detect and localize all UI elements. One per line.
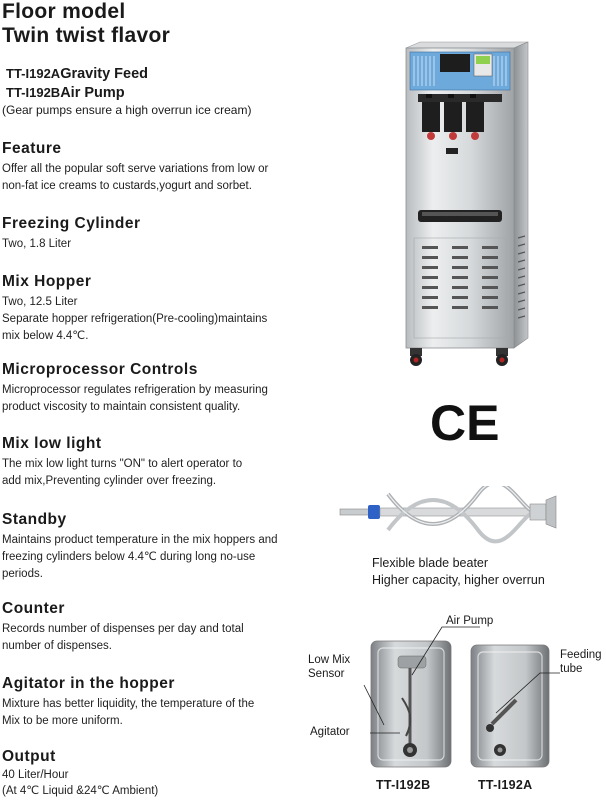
section-heading-feature: Feature bbox=[2, 140, 62, 157]
model-a-feed: Gravity Feed bbox=[60, 66, 149, 82]
text-line: Two, 12.5 Liter bbox=[2, 296, 78, 308]
label-air-pump: Air Pump bbox=[446, 615, 494, 627]
section-body-mix-hopper bbox=[2, 294, 267, 345]
section-body-output bbox=[2, 767, 158, 799]
section-body-agitator bbox=[2, 696, 254, 730]
text-line: (At 4℃ Liquid &24℃ Ambient) bbox=[2, 785, 159, 797]
section-body-freezing-cylinder bbox=[2, 236, 71, 253]
section-heading-standby: Standby bbox=[2, 511, 67, 528]
text-line: mix below 4.4℃. bbox=[2, 330, 89, 342]
beater-caption-line1: Flexible blade beater bbox=[372, 556, 489, 570]
text-line: Mixture has better liquidity, the temperature of the bbox=[2, 698, 255, 710]
label-model-a: TT-I192A bbox=[478, 778, 533, 792]
gear-pump-note: (Gear pumps ensure a high overrun ice cream) bbox=[2, 103, 252, 117]
section-heading-output: Output bbox=[2, 748, 56, 765]
section-heading-microprocessor-controls: Microprocessor Controls bbox=[2, 361, 198, 378]
page-title-line2: Twin twist flavor bbox=[2, 24, 171, 47]
blade-beater-image bbox=[338, 486, 560, 546]
section-heading-counter: Counter bbox=[2, 600, 65, 617]
soft-serve-machine-image bbox=[396, 38, 546, 372]
section-heading-freezing-cylinder: Freezing Cylinder bbox=[2, 215, 141, 232]
section-heading-mix-low-light: Mix low light bbox=[2, 435, 102, 452]
text-line: add mix,Preventing cylinder over freezing. bbox=[2, 475, 217, 487]
text-line: Records number of dispenses per day and total bbox=[2, 623, 244, 635]
beater-caption bbox=[372, 555, 545, 589]
section-body-microprocessor-controls bbox=[2, 382, 268, 416]
text-line: The mix low light turns "ON" to alert operator to bbox=[2, 458, 243, 470]
section-body-mix-low-light bbox=[2, 456, 242, 490]
page-title-line1: Floor model bbox=[2, 0, 126, 23]
text-line: Two, 1.8 Liter bbox=[2, 238, 72, 250]
model-b-code: TT-I192B bbox=[6, 85, 61, 100]
beater-caption-line2: Higher capacity, higher overrun bbox=[372, 573, 545, 587]
text-line: number of dispenses. bbox=[2, 640, 112, 652]
label-feeding-line1: Feeding bbox=[560, 649, 602, 661]
text-line: freezing cylinders below 4.4℃ during long no-use bbox=[2, 551, 256, 563]
leader-air-pump bbox=[412, 627, 480, 675]
ce-mark-logo bbox=[428, 396, 500, 446]
section-body-feature bbox=[2, 161, 268, 195]
model-a-line bbox=[6, 66, 148, 82]
text-line: product viscosity to maintain consistent quality. bbox=[2, 401, 241, 413]
label-feeding-tube bbox=[560, 648, 602, 676]
model-b-line bbox=[6, 85, 125, 101]
section-body-standby bbox=[2, 532, 278, 583]
text-line: non-fat ice creams to custards,yogurt and sorbet. bbox=[2, 180, 252, 192]
section-heading-agitator: Agitator in the hopper bbox=[2, 675, 175, 692]
section-body-counter bbox=[2, 621, 244, 655]
ce-mark-text: CE bbox=[430, 396, 500, 446]
text-line: Maintains product temperature in the mix hoppers and bbox=[2, 534, 278, 546]
text-line: Mix to be more uniform. bbox=[2, 715, 123, 727]
label-agitator: Agitator bbox=[310, 726, 350, 738]
leader-feeding-tube bbox=[496, 673, 560, 713]
text-line: 40 Liter/Hour bbox=[2, 769, 69, 781]
model-a-code: TT-I192A bbox=[6, 66, 61, 81]
text-line: periods. bbox=[2, 568, 43, 580]
label-low-mix-sensor bbox=[308, 653, 350, 681]
section-heading-mix-hopper: Mix Hopper bbox=[2, 273, 92, 290]
leader-low-mix-sensor bbox=[364, 685, 384, 725]
leader-lines bbox=[340, 615, 580, 755]
model-b-feed: Air Pump bbox=[60, 85, 125, 101]
label-low-mix-line2: Sensor bbox=[308, 668, 345, 680]
text-line: Offer all the popular soft serve variations from low or bbox=[2, 163, 269, 175]
label-feeding-line2: tube bbox=[560, 663, 583, 675]
label-low-mix-line1: Low Mix bbox=[308, 654, 351, 666]
label-model-b: TT-I192B bbox=[376, 778, 431, 792]
text-line: Separate hopper refrigeration(Pre-cooling)maintains bbox=[2, 313, 268, 325]
text-line: Microprocessor regulates refrigeration by measuring bbox=[2, 384, 268, 396]
